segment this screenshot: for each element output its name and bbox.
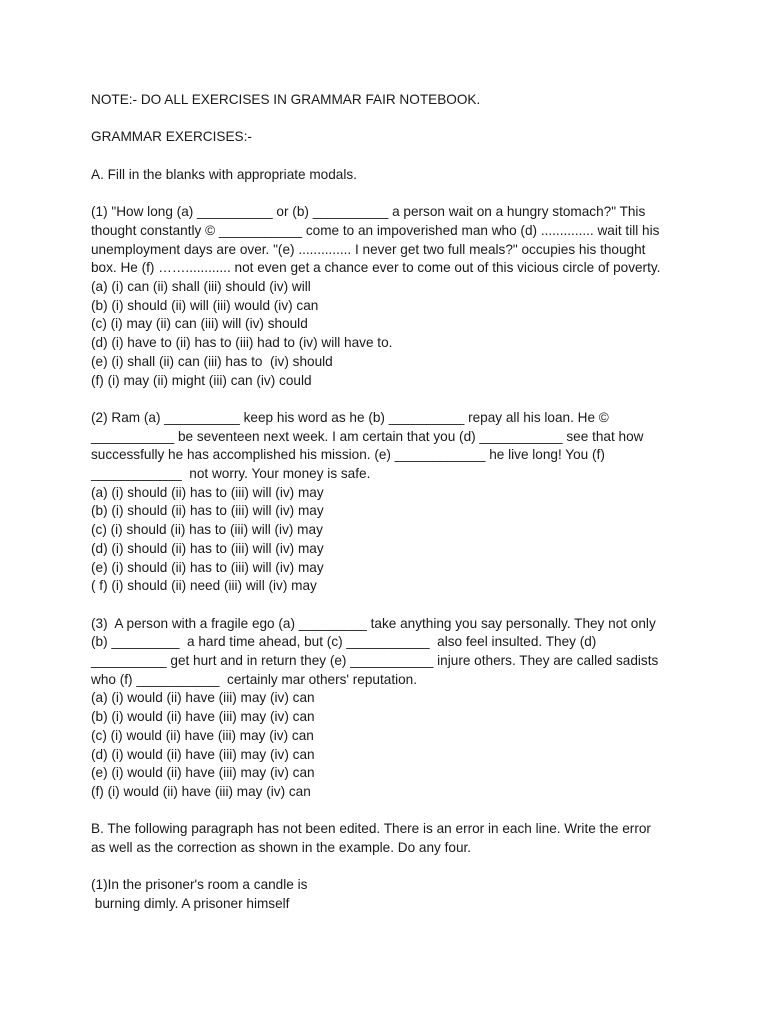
question-text-line: ___________ be seventeen next week. I am certain that you (d) ___________ see that how — [91, 428, 644, 444]
exercises-heading: GRAMMAR EXERCISES:- — [91, 129, 252, 145]
option-line: (f) (i) would (ii) have (iii) may (iv) can — [91, 783, 311, 799]
option-line: (e) (i) shall (ii) can (iii) has to (iv) should — [91, 353, 333, 369]
question-2 — [91, 409, 691, 596]
option-line: (a) (i) should (ii) has to (iii) will (iv) may — [91, 484, 324, 500]
option-line: (b) (i) should (ii) will (iii) would (iv) can — [91, 297, 319, 313]
question-text-line: (b) _________ a hard time ahead, but (c) ___________ also feel insulted. They (d) — [91, 634, 597, 650]
section-b-instruction-line: B. The following paragraph has not been edited. There is an error in each line. Write the error — [91, 821, 651, 837]
option-line: (a) (i) would (ii) have (iii) may (iv) can — [91, 690, 315, 706]
question-3 — [91, 615, 691, 802]
question-text-line: ____________ not worry. Your money is safe. — [91, 466, 371, 481]
option-line: (d) (i) have to (ii) has to (iii) had to (iv) will have to. — [91, 335, 393, 351]
question-text-line: box. He (f) ……............ not even get a chance ever to come out of this vicious circle of poverty. — [91, 260, 661, 276]
section-b-instruction-line: as well as the correction as shown in the example. Do any four. — [91, 840, 472, 856]
document-page — [91, 91, 691, 914]
option-line: (a) (i) can (ii) shall (iii) should (iv) will — [91, 278, 311, 294]
section-b — [91, 820, 691, 914]
passage-line: (1)In the prisoner's room a candle is — [91, 877, 308, 893]
question-text-line: __________ get hurt and in return they (e) ___________ injure others. They are called sadists — [91, 653, 659, 669]
question-text-line: unemployment days are over. "(e) .............. I never get two full meals?" occupies his thought — [91, 241, 646, 257]
question-text-line: (3) A person with a fragile ego (a) _________ take anything you say personally. They not only — [91, 615, 656, 631]
option-line: (e) (i) would (ii) have (iii) may (iv) can — [91, 765, 315, 781]
option-line: ( f) (i) should (ii) need (iii) will (iv) may — [91, 578, 317, 594]
option-line: (c) (i) should (ii) has to (iii) will (iv) may — [91, 522, 323, 538]
question-text-line: who (f) ___________ certainly mar others' reputation. — [91, 671, 418, 687]
question-text-line: (2) Ram (a) __________ keep his word as he (b) __________ repay all his loan. He © — [91, 409, 609, 425]
option-line: (b) (i) should (ii) has to (iii) will (iv) may — [91, 503, 324, 519]
passage-line: burning dimly. A prisoner himself — [91, 896, 290, 912]
question-1 — [91, 203, 691, 390]
option-line: (b) (i) would (ii) have (iii) may (iv) can — [91, 709, 315, 725]
note-text: NOTE:- DO ALL EXERCISES IN GRAMMAR FAIR NOTEBOOK. — [91, 92, 481, 107]
question-text-line: successfully he has accomplished his mission. (e) ____________ he live long! You (f) — [91, 447, 605, 463]
option-line: (e) (i) should (ii) has to (iii) will (iv) may — [91, 559, 324, 575]
option-line: (d) (i) would (ii) have (iii) may (iv) can — [91, 746, 315, 762]
option-line: (c) (i) would (ii) have (iii) may (iv) can — [91, 727, 314, 743]
option-line: (c) (i) may (ii) can (iii) will (iv) should — [91, 316, 308, 332]
option-line: (d) (i) should (ii) has to (iii) will (iv) may — [91, 540, 324, 556]
question-text-line: thought constantly © ___________ come to an impoverished man who (d) .............. wait till his — [91, 222, 660, 238]
question-text-line: (1) "How long (a) __________ or (b) __________ a person wait on a hungry stomach?" This — [91, 204, 646, 220]
section-a-title: A. Fill in the blanks with appropriate modals. — [91, 166, 357, 182]
option-line: (f) (i) may (ii) might (iii) can (iv) could — [91, 372, 312, 388]
